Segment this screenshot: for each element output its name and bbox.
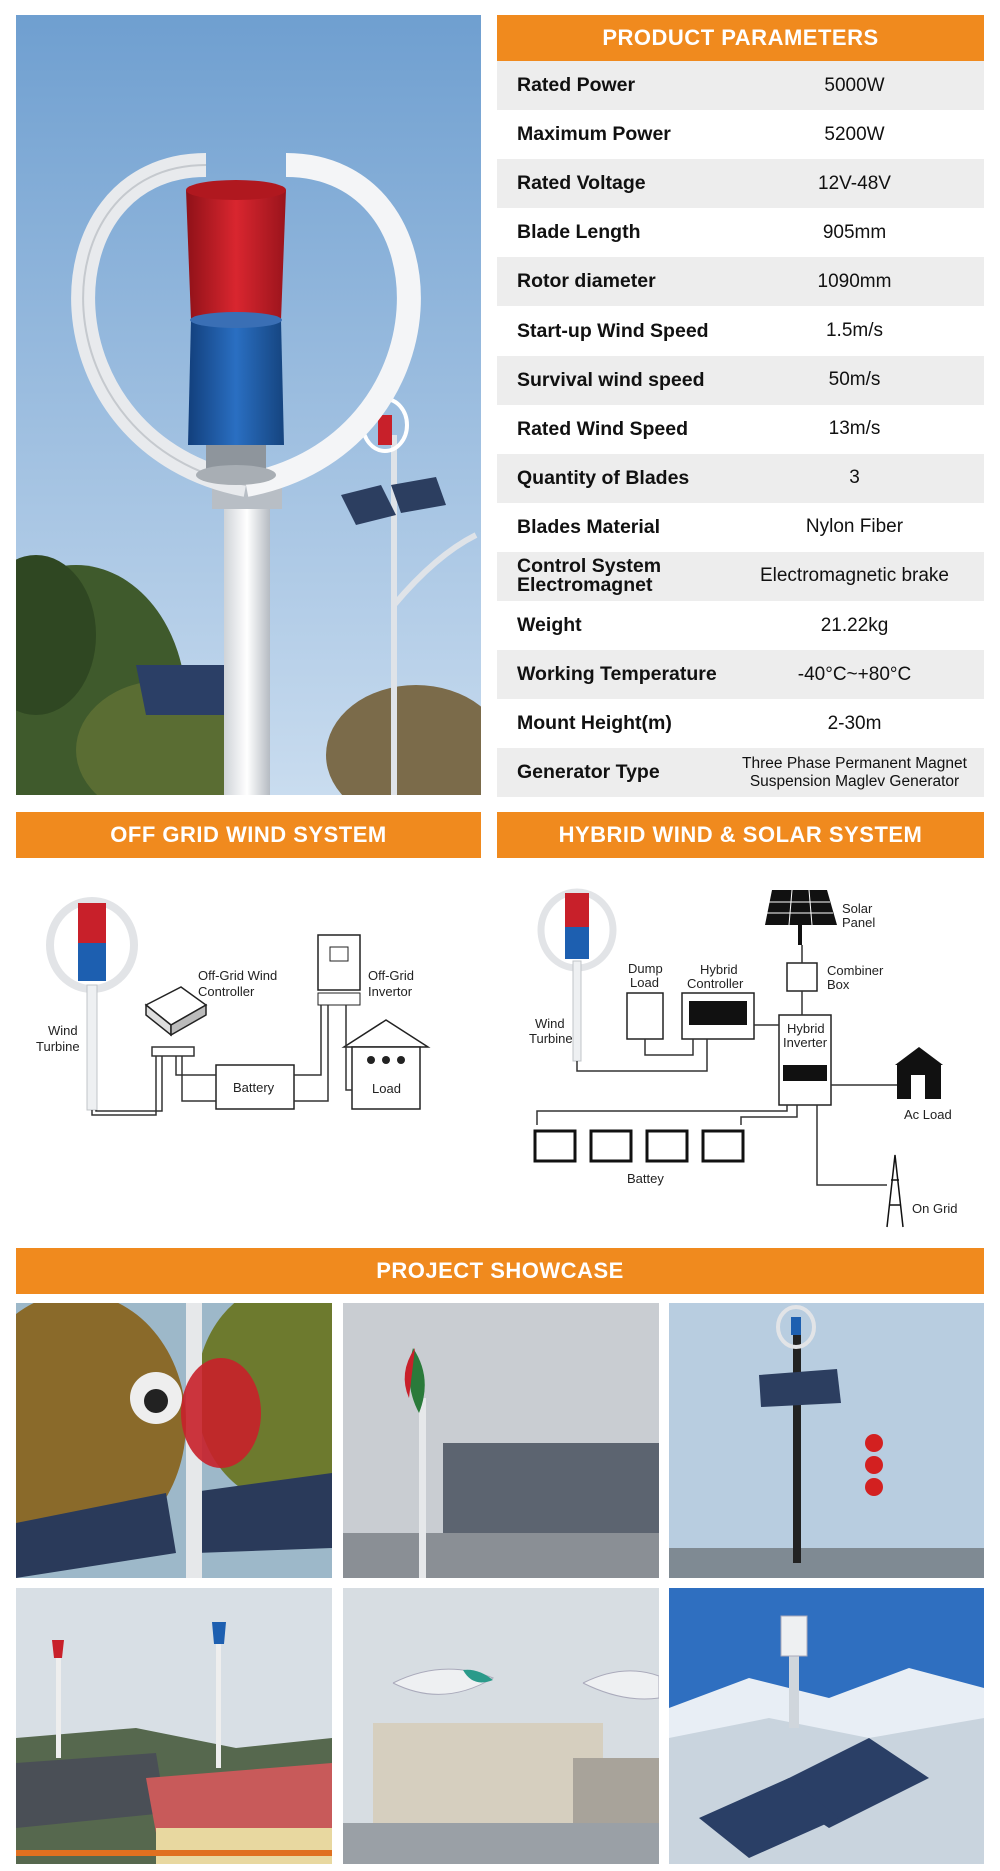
battery-bank-icon	[535, 1131, 743, 1161]
param-name: Rated Voltage	[517, 172, 646, 195]
showcase-photo-horizontal-turbines	[343, 1588, 659, 1864]
param-name: Rated Power	[517, 74, 636, 97]
param-name: Mount Height(m)	[517, 712, 672, 735]
hero-turbine-illustration	[16, 15, 481, 795]
off-grid-system-header: OFF GRID WIND SYSTEM	[16, 812, 481, 858]
inverter-label: Off-Grid	[368, 968, 414, 983]
acload-label: Ac Load	[904, 1107, 952, 1122]
combiner-label-2: Box	[827, 977, 850, 992]
solar-label: Solar	[842, 901, 873, 916]
battery-label: Battey	[627, 1171, 664, 1186]
hcontroller-label: Hybrid	[700, 962, 738, 977]
hybrid-system-header: HYBRID WIND & SOLAR SYSTEM	[497, 812, 984, 858]
hybrid-diagram	[497, 875, 984, 1235]
hcontroller-label-2: Controller	[687, 976, 744, 991]
param-name: Rated Wind Speed	[517, 417, 689, 440]
product-parameters-header: PRODUCT PARAMETERS	[497, 15, 984, 61]
dump-label-2: Load	[630, 975, 659, 990]
param-value: 50m/s	[828, 369, 881, 391]
param-row	[497, 61, 984, 110]
param-row	[497, 748, 984, 797]
param-value: 2-30m	[827, 712, 882, 734]
solar-panel-icon	[765, 890, 837, 945]
param-row	[497, 159, 984, 208]
dump-load-icon	[627, 993, 663, 1039]
solar-label-2: Panel	[842, 915, 876, 930]
ac-load-house-icon	[895, 1047, 943, 1099]
hybrid-wind-label-2: Turbine	[529, 1031, 573, 1046]
param-row	[497, 306, 984, 355]
param-row	[497, 110, 984, 159]
showcase-photo-street-lamp	[669, 1303, 984, 1578]
showcase-photo-snow-solar	[669, 1588, 984, 1864]
param-row	[497, 601, 984, 650]
load-label: Load	[372, 1081, 401, 1096]
param-row	[497, 454, 984, 503]
param-value: 1090mm	[817, 270, 892, 292]
param-name: Maximum Power	[517, 123, 671, 146]
hero-turbine-photo	[16, 15, 481, 795]
param-value: Electromagnetic brake	[759, 565, 950, 587]
battery-label: Battery	[233, 1080, 275, 1095]
param-value: 3	[849, 467, 860, 489]
inverter-label-2: Invertor	[368, 984, 413, 999]
controller-label-2: Controller	[198, 984, 255, 999]
param-row	[497, 503, 984, 552]
param-row	[497, 699, 984, 748]
param-value: 13m/s	[828, 418, 881, 440]
wind-turbine-icon	[50, 901, 134, 1110]
wind-turbine-label: Wind	[48, 1023, 78, 1038]
param-name: Weight	[517, 614, 582, 637]
hybrid-wind-label: Wind	[535, 1016, 565, 1031]
param-value: 1.5m/s	[825, 320, 884, 342]
param-value: 905mm	[822, 221, 887, 243]
ongrid-label: On Grid	[912, 1201, 958, 1216]
off-grid-controller-icon	[146, 987, 206, 1035]
off-grid-diagram	[16, 875, 481, 1145]
param-name: Generator Type	[517, 761, 660, 784]
param-row	[497, 356, 984, 405]
param-value: 12V-48V	[818, 172, 891, 194]
combiner-box-icon	[787, 963, 817, 991]
controller-label: Off-Grid Wind	[198, 968, 278, 983]
param-value: 21.22kg	[820, 614, 889, 636]
param-name: Start-up Wind Speed	[517, 319, 709, 342]
showcase-photo-camera-turbine	[16, 1303, 332, 1578]
param-row	[497, 257, 984, 306]
param-row	[497, 208, 984, 257]
hinverter-label-2: Inverter	[783, 1035, 828, 1050]
showcase-photo-rooftop-turbines	[16, 1588, 332, 1864]
project-showcase-header: PROJECT SHOWCASE	[16, 1248, 984, 1294]
param-name: Survival wind speed	[517, 368, 705, 391]
param-value: 5000W	[824, 74, 885, 96]
param-value: Three Phase Permanent Magnet Suspension Maglev Generator	[742, 754, 967, 790]
off-grid-inverter-icon	[318, 935, 360, 1005]
param-row	[497, 405, 984, 454]
param-name: Control System Electromagnet	[517, 555, 662, 597]
dump-label: Dump	[628, 961, 663, 976]
param-name: Quantity of Blades	[517, 466, 690, 489]
param-row	[497, 650, 984, 699]
wind-turbine-label-2: Turbine	[36, 1039, 80, 1054]
param-name: Working Temperature	[517, 663, 717, 686]
hinverter-label: Hybrid	[787, 1021, 825, 1036]
parameters-table	[497, 61, 984, 797]
param-value: -40°C~+80°C	[797, 663, 912, 685]
param-value: Nylon Fiber	[805, 516, 904, 538]
param-name: Blade Length	[517, 221, 641, 244]
combiner-label: Combiner	[827, 963, 884, 978]
param-value: 5200W	[824, 123, 885, 145]
param-row	[497, 552, 984, 601]
showcase-photo-building-turbine	[343, 1303, 659, 1578]
param-name: Rotor diameter	[517, 270, 656, 293]
param-name: Blades Material	[517, 515, 661, 538]
grid-tower-icon	[887, 1155, 903, 1227]
hybrid-controller-icon	[682, 993, 754, 1039]
